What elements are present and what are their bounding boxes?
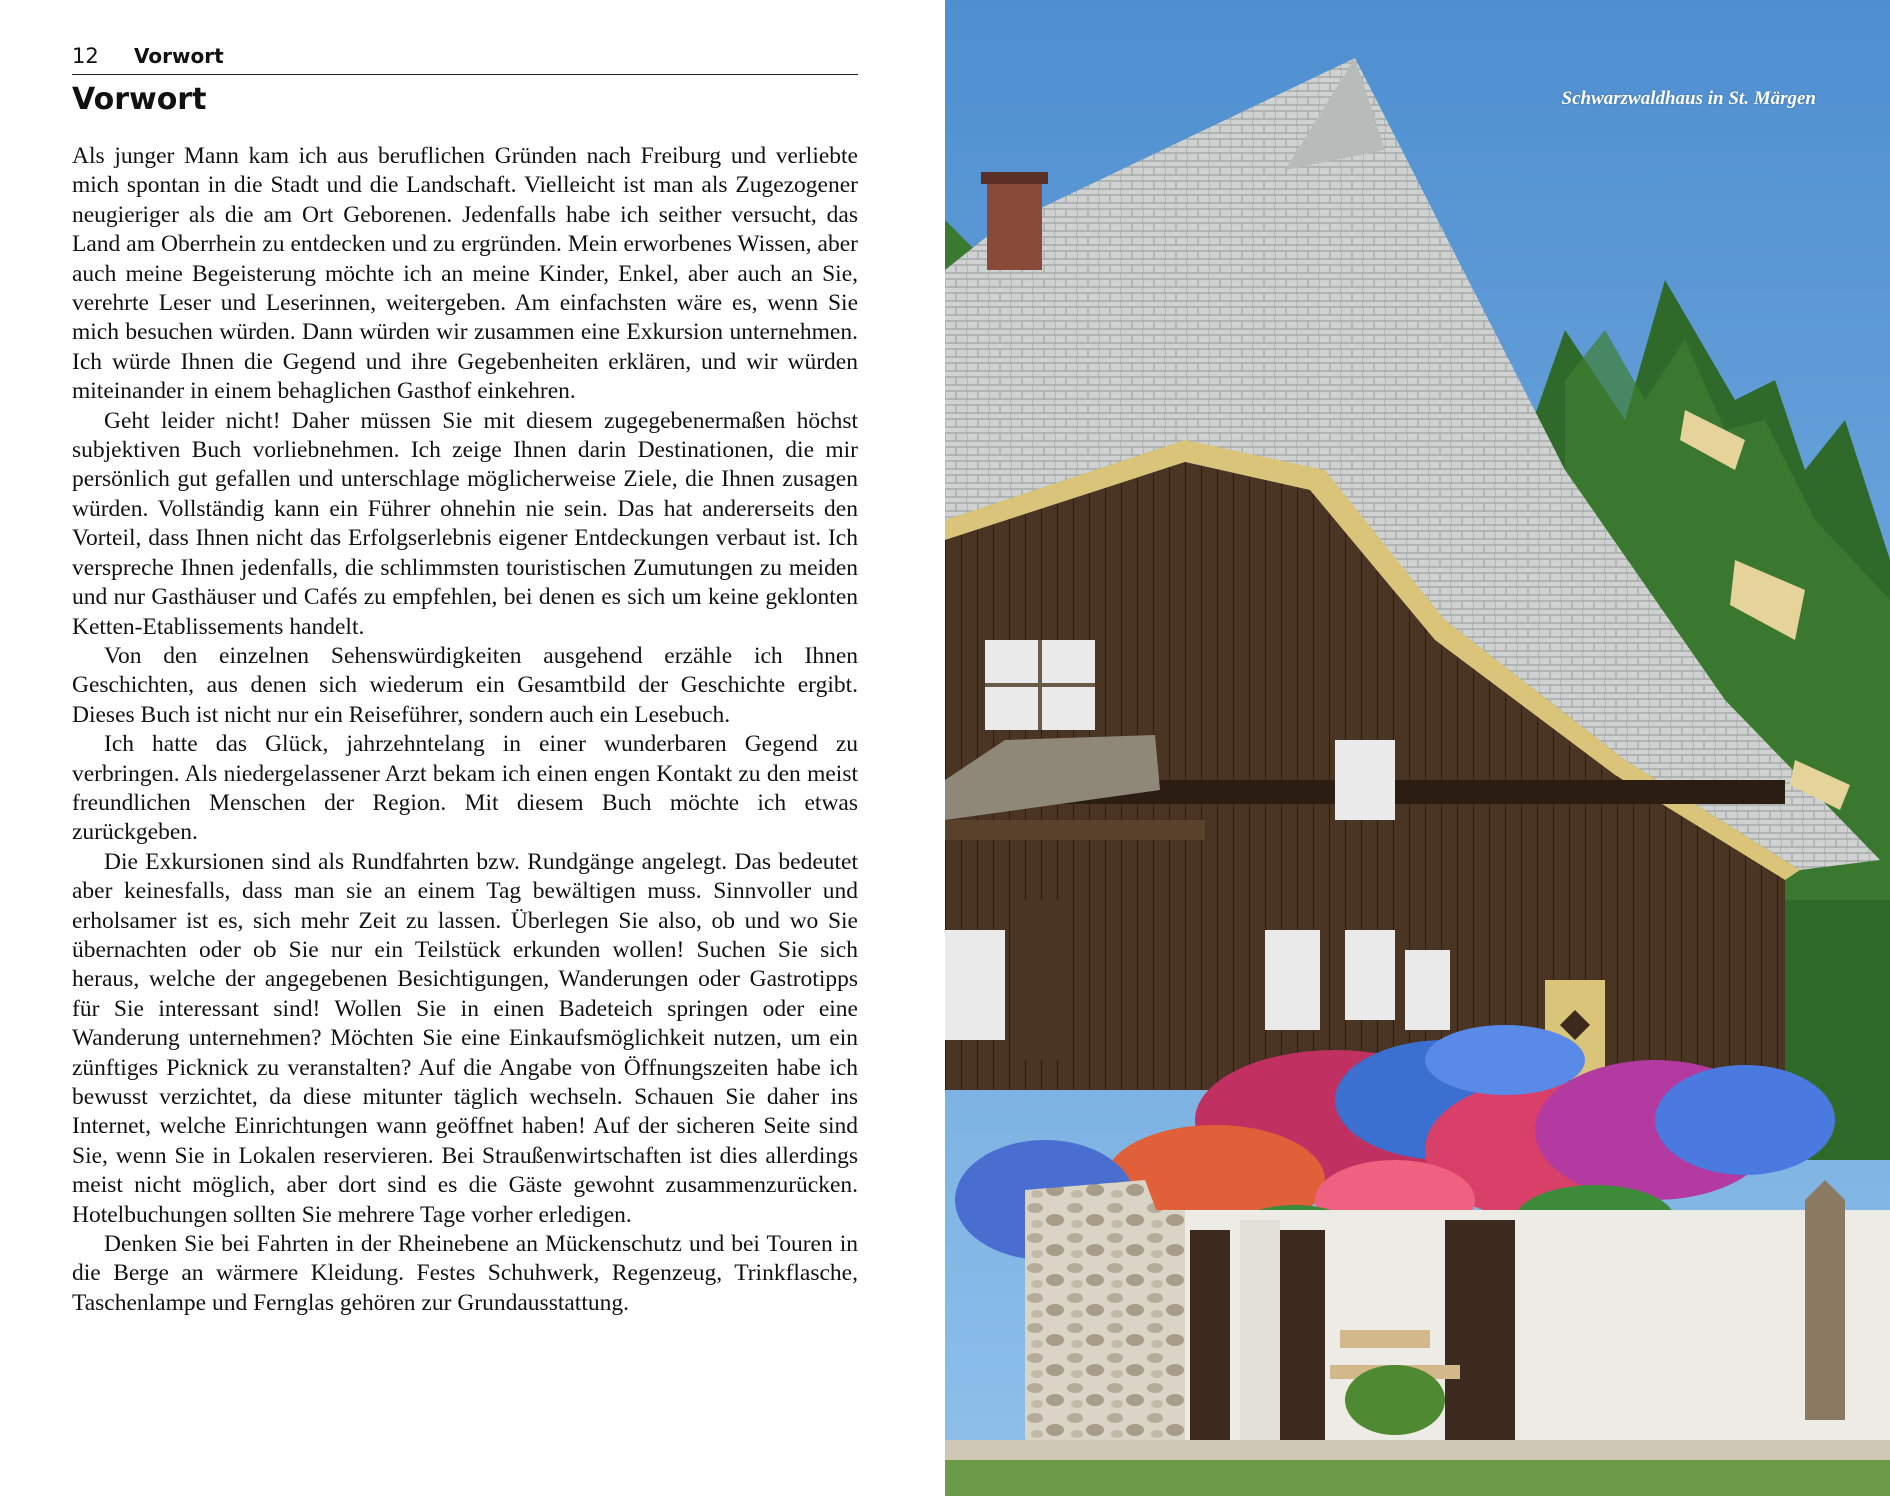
paragraph: Denken Sie bei Fahrten in der Rheinebene an Mückenschutz und bei Touren in die Berge an wärmere Kleidung. Festes Schuhwerk, Regenzeug, Trinkflasche, Taschenlampe und Fernglas gehören zur Grundausstattung. bbox=[72, 1231, 858, 1316]
page-number: 12 bbox=[72, 44, 99, 68]
stone-wall bbox=[945, 1180, 1890, 1496]
running-head bbox=[72, 44, 858, 75]
paragraph: Die Exkursionen sind als Rundfahrten bzw. Rundgänge angelegt. Das bedeutet aber keinesfalls, dass man sie an einem Tag bewältigen muss. Sinnvoller und erholsamer ist es, sich mehr Zeit zu lassen. Überlegen Sie also, ob und wo Sie übernachten oder ob Sie nur ein Teilstück erkunden wollen! Suchen Sie sich heraus, welche der angegebenen Besichtigungen, Wanderungen oder Gastrotipps für Sie interessant sind! Wollen Sie in einen Badeteich springen oder eine Wanderung unternehmen? Möchten Sie eine Einkaufsmöglichkeit nutzen, um ein zünftiges Picknick zu veranstalten? Auf die Angabe von Öffnungszeiten habe ich bewusst verzichtet, da diese mitunter täglich wechseln. Schauen Sie daher ins Internet, welche Einrichtungen wann geöffnet haben! Auf der sicheren Seite sind Sie, wenn Sie in Lokalen reservieren. Bei Straußenwirtschaften ist dies allerdings meist nicht möglich, aber dort sind es die Gäste gewohnt zusammenzurücken. Hotelbuchungen sollten Sie mehrere Tage vorher erledigen. bbox=[72, 848, 858, 1228]
body-text bbox=[72, 142, 858, 1318]
paragraph: Als junger Mann kam ich aus beruflichen Gründen nach Freiburg und verliebte mich spontan in die Stadt und die Landschaft. Vielleicht ist man als Zugezogener neugieriger als die am Ort Geborenen. Jedenfalls habe ich seither versucht, das Land am Oberrhein zu entdecken und zu ergründen. Mein erworbenes Wissen, aber auch meine Begeisterung möchte ich an meine Kinder, Enkel, aber auch an Sie, verehrte Leser und Leserinnen, weitergeben. Am einfachsten wäre es, wenn Sie mich besuchen würden. Dann würden wir zusammen eine Exkursion unternehmen. Ich würde Ihnen die Gegend und ihre Gegebenheiten erklären, und wir würden miteinander in einem behaglichen Gasthof einkehren. bbox=[72, 143, 858, 405]
paragraph: Ich hatte das Glück, jahrzehntelang in einer wunderbaren Gegend zu verbringen. Als niedergelassener Arzt bekam ich einen engen Kontakt zu den meist freundlichen Menschen der Region. Mit diesem Buch möchte ich etwas zurückgeben. bbox=[72, 731, 858, 846]
paragraph: Von den einzelnen Sehenswürdigkeiten ausgehend erzähle ich Ihnen Geschichten, aus denen sich wiederum ein Gesamtbild der Geschichte ergibt. Dieses Buch ist nicht nur ein Reiseführer, sondern auch ein Lesebuch. bbox=[72, 642, 858, 728]
running-title: Vorwort bbox=[134, 44, 224, 68]
chapter-title: Vorwort bbox=[72, 82, 207, 117]
photo-black-forest-house bbox=[945, 0, 1890, 1496]
photo-illustration bbox=[945, 0, 1890, 1496]
photo-caption: Schwarzwaldhaus in St. Märgen bbox=[1561, 88, 1816, 109]
paragraph: Geht leider nicht! Daher müssen Sie mit diesem zugegebenermaßen höchst subjektiven Buch vorliebnehmen. Ich zeige Ihnen darin Destinationen, die mir persönlich gut gefallen und unterschlage möglicherweise Ziele, die Ihnen zusagen würden. Vollständig kann ein Führer ohnehin nie sein. Das hat andererseits den Vorteil, dass Ihnen nicht das Erfolgserlebnis eigener Entdeckungen verbaut ist. Ich verspreche Ihnen jedenfalls, die schlimmsten touristischen Zumutungen zu meiden und nur Gasthäuser und Cafés zu empfehlen, bei denen es sich um keine geklonten Ketten-Etablissements handelt. bbox=[72, 407, 858, 640]
